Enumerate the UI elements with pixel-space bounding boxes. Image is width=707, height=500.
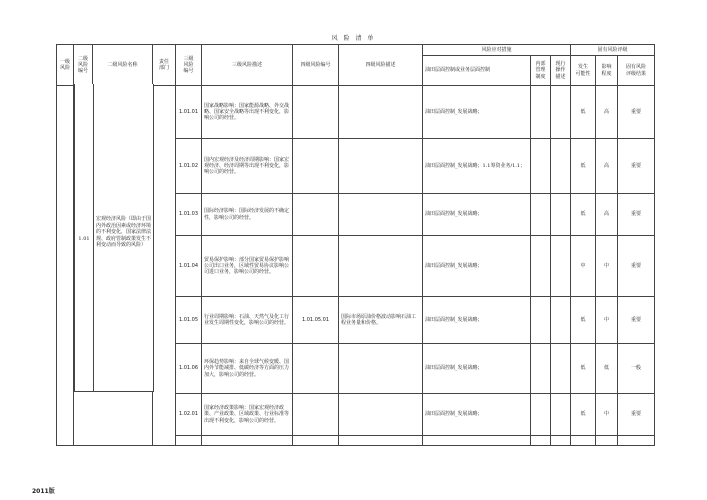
header-measures: 风险应对措施 xyxy=(423,45,571,56)
likelihood: 中 xyxy=(571,236,596,297)
control: 油田层面控制_发展战略； xyxy=(423,344,531,394)
l3-desc: 国内宏观经济及经济周期影响：国家宏观经济、经济周期等出现不利变化，影响公司的经营。 xyxy=(202,139,293,194)
likelihood: 低 xyxy=(571,344,596,394)
l4-desc xyxy=(339,394,423,436)
header-l3-no: 三级 风险 编号 xyxy=(176,45,202,86)
version-label: 2011版 xyxy=(32,488,55,495)
l3-no: 1.01.05 xyxy=(176,297,202,344)
likelihood: 低 xyxy=(571,139,596,194)
header-l4-desc: 四级风险描述 xyxy=(339,45,423,86)
control: 油田层面控制_发展战略； xyxy=(423,194,531,236)
control: 油田层面控制_发展战略； xyxy=(423,86,531,139)
header-oilfield-control: 油田层面控制或业务层面控制 xyxy=(423,56,531,86)
l3-no: 1.01.06 xyxy=(176,344,202,394)
l3-desc: 环保趋势影响：来自全球气候变暖、国内外节能减排、低碳经济等方面的压力加大，影响公司的经营。 xyxy=(202,344,293,394)
control: 油田层面控制_发展战略； xyxy=(423,236,531,297)
l4-desc: 国际市场原油价格波动影响石油工程业务量和价格。 xyxy=(339,297,423,344)
control: 油田层面控制_发展战略； xyxy=(423,394,531,436)
impact: 中 xyxy=(596,297,618,344)
l4-no: 1.01.05.01 xyxy=(293,297,339,344)
internal-rules xyxy=(531,139,551,194)
header-internal-rules: 内部 管理 制度 xyxy=(531,56,551,86)
l3-desc: 国家战略影响：国家能源战略、外交战略、国家安全战略等出现不利变化，影响公司的经营。 xyxy=(202,86,293,139)
header-impact: 影响 程度 xyxy=(596,56,618,86)
l3-desc: 国家经济政策影响：国家宏观经济政策、产业政策、区域政策、行业标准等出现不利变化，影响公司的经营。 xyxy=(202,394,293,436)
impact: 高 xyxy=(596,194,618,236)
page-title: 风 险 清 单 xyxy=(331,35,376,42)
result: 重要 xyxy=(618,236,655,297)
l4-desc xyxy=(339,139,423,194)
l4-no xyxy=(293,139,339,194)
internal-rules xyxy=(531,236,551,297)
l3-no: 1.01.01 xyxy=(176,86,202,139)
likelihood: 低 xyxy=(571,86,596,139)
header-l2-name: 二级风险名称 xyxy=(93,45,153,86)
internal-rules xyxy=(531,394,551,436)
header-l2-no: 二级 风险 编号 xyxy=(74,45,93,86)
likelihood: 低 xyxy=(571,194,596,236)
l4-desc xyxy=(339,194,423,236)
l3-no: 1.01.04 xyxy=(176,236,202,297)
header-existing-ops: 现行 操作 描述 xyxy=(551,56,571,86)
internal-rules xyxy=(531,86,551,139)
l2-group xyxy=(74,84,154,392)
result: 重要 xyxy=(618,394,655,436)
l3-no: 1.01.03 xyxy=(176,194,202,236)
l3-desc: 贸易保护影响：部分国家贸易保护影响公司出口业务，区域性贸易协议影响公司进口业务，影响公司的经营。 xyxy=(202,236,293,297)
control: 油田层面控制_发展战略； xyxy=(423,297,531,344)
existing-ops xyxy=(551,344,571,394)
impact: 高 xyxy=(596,86,618,139)
result: 一般 xyxy=(618,344,655,394)
header-l1-risk: 一级 风险 xyxy=(57,45,74,86)
l4-desc xyxy=(339,236,423,297)
impact: 中 xyxy=(596,236,618,297)
l4-no xyxy=(293,86,339,139)
result: 重要 xyxy=(618,297,655,344)
l2-no: 1.01 xyxy=(78,236,90,242)
l1-risk-cell xyxy=(57,86,74,446)
likelihood: 低 xyxy=(571,394,596,436)
existing-ops xyxy=(551,236,571,297)
existing-ops xyxy=(551,297,571,344)
l4-no xyxy=(293,394,339,436)
impact: 低 xyxy=(596,344,618,394)
existing-ops xyxy=(551,394,571,436)
header-dept: 责任 部门 xyxy=(153,45,176,86)
header-likelihood: 发生 可能性 xyxy=(571,56,596,86)
l3-no: 1.01.02 xyxy=(176,139,202,194)
l4-no xyxy=(293,194,339,236)
existing-ops xyxy=(551,194,571,236)
l3-no: 1.02.01 xyxy=(176,394,202,436)
impact: 中 xyxy=(596,394,618,436)
impact: 高 xyxy=(596,139,618,194)
l4-desc xyxy=(339,344,423,394)
header-result: 固有风险 评级结果 xyxy=(618,56,655,86)
l2-name: 宏观经济风险（即由于国内外政治因素或经济环境的不利变化，国家法律法规、政府管制政策发生不利变动而导致的风险） xyxy=(96,216,152,248)
result: 重要 xyxy=(618,194,655,236)
result: 重要 xyxy=(618,86,655,139)
header-l4-no: 四级风险编号 xyxy=(293,45,339,86)
l4-no xyxy=(293,344,339,394)
internal-rules xyxy=(531,344,551,394)
dept-cell xyxy=(153,86,176,446)
result: 重要 xyxy=(618,139,655,194)
l4-desc xyxy=(339,86,423,139)
l3-desc: 国际经济影响：国际经济发展的不确定性，影响公司的经营。 xyxy=(202,194,293,236)
header-l3-desc: 三级风险描述 xyxy=(202,45,293,86)
existing-ops xyxy=(551,139,571,194)
l4-no xyxy=(293,236,339,297)
internal-rules xyxy=(531,194,551,236)
internal-rules xyxy=(531,297,551,344)
control: 油田层面控制_发展战略；1.1筹资业务/1.1； xyxy=(423,139,531,194)
l3-desc: 行业周期影响：石油、天然气及化工行业发生周期性变化，影响公司的经营。 xyxy=(202,297,293,344)
likelihood: 低 xyxy=(571,297,596,344)
header-rating: 固有风险评级 xyxy=(571,45,655,56)
existing-ops xyxy=(551,86,571,139)
